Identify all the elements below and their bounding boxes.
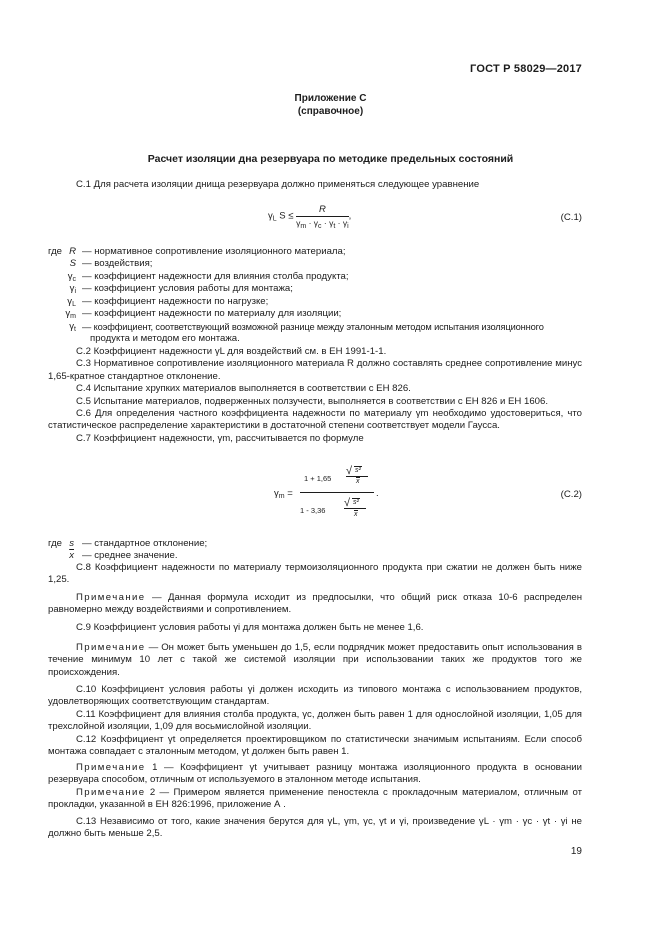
where-label: где [48,246,63,257]
document-page: ГОСТ Р 58029—2017 Приложение С (справочное) Расчет изоляции дна резервуара по методике предельных состояний С.1 Для расчета изоляции днища резервуара должно применяться следующее уравнение $\gamma_L$ S ≤ $\frac{R}{\gamma_m \cdot \gamma_c \cdot \gamma_t \cdot \gamma_i}$ , (С.1) где R — нормативное сопротивление изоляционного материала; S — воздействия; $\gamma_c$ — коэффициент надежности для влияния столба продукта; $\gamma_i$ — коэффициент условия работы для монтажа; $\gamma_L$ — коэффициент надежности по нагрузке; $\gamma_m$ — коэффициент надежности по материалу для изоляции; $\gamma_t$ — коэффициент, соответствующий возможной разнице между эталонным методом испытания изоляционного продукта и методом его монтажа. С.2 Коэффициент надежности γL для воздействий см. в ЕН 1991-1-1. С.3 Нормативное сопротивление изоляционного материала R должно составлять среднее сопротивление минус 1,65-кратное стандартное отклонение. С.4 Испытание хрупких материалов выполняется в соответствии с ЕН 826. С.5 Испытание материалов, подверженных ползучести, выполняется в соответствии с ЕН 826 и ЕН 1606. С.6 Для определения частного коэффициента надежности по материалу γm необходимо удостовериться, что статистическое распределение характеристики в достаточной степени соответствует модели Гаусса. С.7 Коэффициент надежности, γm, рассчитывается по формуле $\gamma_m$ = 1 + 1,65 √ s² x 1 - 3,36 √ s² x . (С.2) где s — стандартное отклонение; $\overline{x}$ — среднее значение. С.8 Коэффициент надежности по материалу термоизоляционного продукта при сжатии не должен быть ниже 1,25. Примечание — Данная формула исходит из предпосылки, что общий риск отказа 10-6 распределен равномерно между воздействиями и сопротивлением. С.9 Коэффициент условия работы γi для монтажа должен быть не менее 1,6. Примечание — Он может быть уменьшен до 1,5, если подрядчик может предоставить опыт использования в течение минимум 10 лет с такой же системой изоляции при использовании таких же продуктов того же происхождения. С.10 Коэффициент условия работы γi должен исходить из типового монтажа с использованием продуктов, удовлетворяющих соответствующим стандартам. С.11 Коэффициент для влияния столба продукта, γc, должен быть равен 1 для однослойной изоляции, 1,05 для трехслойной изоляции, 1,09 для восьмислойной изоляции. С.12 Коэффициент γt определяется проектировщиком по статистически значимым испытаниям. Если способ монтажа совпадает с эталонным методом, γt должен быть равен 1. Примечание 1 — Коэффициент γt учитывает разницу монтажа изоляционного продукта в основании резервуара способом, отличным от используемого в эталонном методе испытания. Примечание 2 — Примером является применение пеностекла с прокладочным материалом, отличным от прокладки, указанной в ЕН 826:1996, приложение А . С.13 Независимо от того, какие значения берутся для γL, γm, γc, γt и γi, произведение γL · γm · γc · γt · γi не должно быть меньше 2,5. 19 [0,0,661,935]
equation-number-c1: (С.1) [560,212,582,223]
clauses-c10-c12 [48,684,582,758]
clause-c1: С.1 Для расчета изоляции днища резервуара должно применяться следующее уравнение [76,179,480,190]
formula-c1: $\gamma_L$ S ≤ $\frac{R}{\gamma_m \cdot \gamma_c \cdot \gamma_t \cdot \gamma_i}$ , [268,204,352,230]
page-number: 19 [570,846,582,857]
formula-c1-fraction: $\frac{R}{\gamma_m \cdot \gamma_c \cdot \gamma_t \cdot \gamma_i}$ [296,204,349,230]
annex-subtitle: (справочное) [297,106,364,117]
clause-c11: С.11 Коэффициент для влияния столба продукта, γc, должен быть равен 1 для однослойной изоляции, 1,05 для трехслойной изоляции, 1,09 для восьмислойной изоляции. [48,708,582,733]
equation-number-c2: (С.2) [560,489,582,500]
where-label: где [48,538,63,549]
clause-c12: С.12 Коэффициент γt определяется проектировщиком по статистически значимым испытаниям. Если способ монтажа совпадает с эталонным методом, γt должен быть равен 1. [48,733,582,758]
definition-continuation: продукта и методом его монтажа. [90,333,240,344]
clause-c9: С.9 Коэффициент условия работы γi для монтажа должен быть не менее 1,6. [76,622,424,633]
clause-c10: С.10 Коэффициент условия работы γi должен исходить из типового монтажа с использованием продуктов, удовлетворяющих соответствующим стандартам. [48,684,582,708]
clauses-c2-c7 [48,346,582,445]
standard-code: ГОСТ Р 58029—2017 [470,63,582,75]
clause-c8: С.8 Коэффициент надежности по материалу термоизоляционного продукта при сжатии не должен быть ниже 1,25. [48,562,582,586]
clause-c7: С.7 Коэффициент надежности, γm, рассчитывается по формуле [76,432,364,444]
section-title: Расчет изоляции дна резервуара по методике предельных состояний [147,153,514,165]
note-2: Примечание — Он может быть уменьшен до 1,5, если подрядчик может предоставить опыт использования в течение минимум 10 лет с такой же системой изоляции при использовании таких же продуктов того же происхождения. [48,642,582,678]
clause-c5: С.5 Испытание материалов, подверженных ползучести, выполняется в соответствии с ЕН 826 и ЕН 1606. [76,395,549,407]
note-1: Примечание — Данная формула исходит из предпосылки, что общий риск отказа 10-6 распределен равномерно между воздействиями и сопротивлением. [48,592,582,616]
clause-c4: С.4 Испытание хрупких материалов выполняется в соответствии с ЕН 826. [76,383,411,395]
clause-c6: С.6 Для определения частного коэффициента надежности по материалу γm необходимо удостовериться, что статистическое распределение характеристики в достаточной степени соответствует модели Гаусса. [48,408,582,432]
formula-c2-fraction: 1 + 1,65 √ s² x 1 - 3,36 √ s² x [300,466,374,519]
clause-c3: С.3 Нормативное сопротивление изоляционного материала R должно составлять среднее сопротивление минус 1,65-кратное стандартное отклонение. [48,358,582,382]
clause-c2: С.2 Коэффициент надежности γL для воздействий см. в ЕН 1991-1-1. [76,346,387,357]
clause-c13: С.13 Независимо от того, какие значения берутся для γL, γm, γc, γt и γi, произведение γL · γm · γc · γt · γi не должно быть меньше 2,5. [48,816,582,840]
annex-title: Приложение С [294,93,367,104]
notes-3: Примечание 1 — Коэффициент γt учитывает разницу монтажа изоляционного продукта в основании резервуара способом, отличным от используемого в эталонном методе испытания. Примечание 2 — Примером является применение пеностекла с прокладочным материалом, отличным от прокладки, указанной в ЕН 826:1996, приложение А . [48,762,582,811]
annex-heading [0,92,661,118]
